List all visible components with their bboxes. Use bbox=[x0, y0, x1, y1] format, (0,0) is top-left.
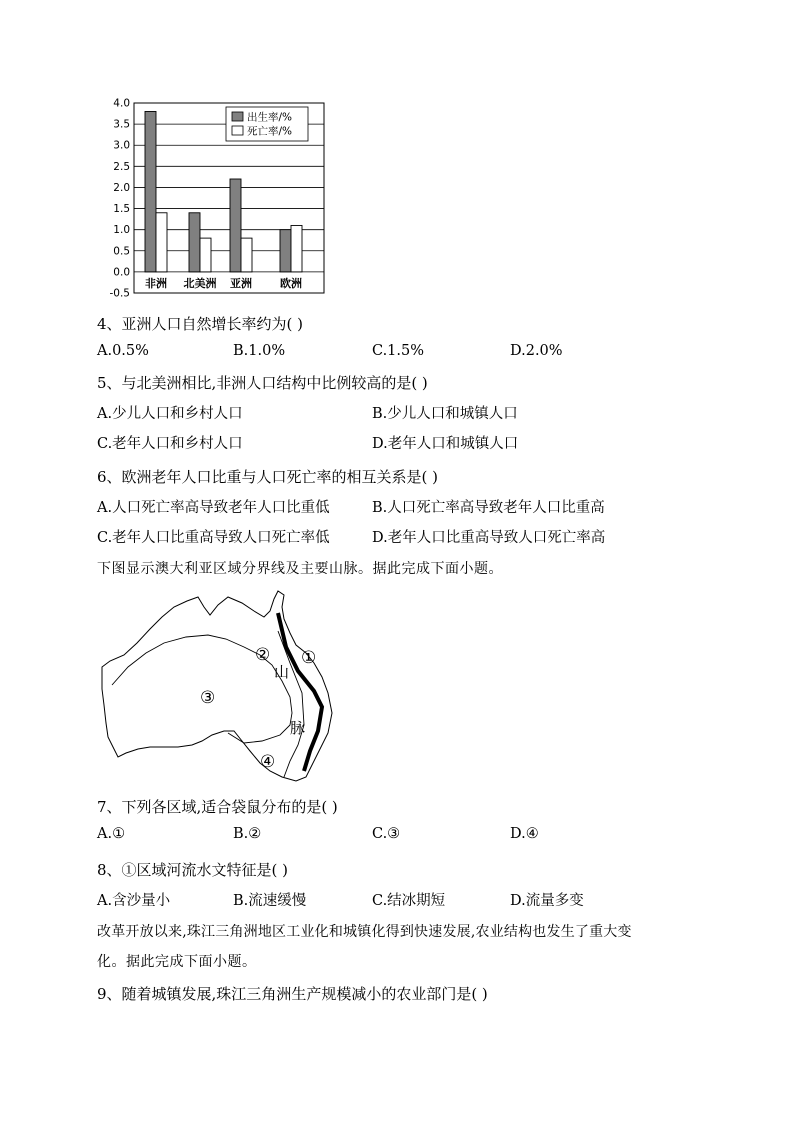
question-7-stem: 7、下列各区域,适合袋鼠分布的是( ) bbox=[97, 798, 338, 816]
chart-y-tick-label: 3.5 bbox=[113, 118, 130, 131]
question-6-option-b[interactable]: B.人口死亡率高导致老年人口比重高 bbox=[372, 500, 605, 516]
map-label-region-3: ③ bbox=[200, 688, 216, 708]
chart-bar-birth-1 bbox=[189, 213, 200, 272]
chart-y-tick-label: 0.0 bbox=[113, 266, 130, 279]
chart-legend-label: 死亡率/% bbox=[247, 125, 293, 138]
question-4-option-a[interactable]: A.0.5% bbox=[97, 343, 149, 359]
chart-bar-birth-2 bbox=[230, 179, 241, 272]
chart-x-tick-label: 非洲 bbox=[145, 276, 167, 290]
chart-bar-death-0 bbox=[156, 213, 167, 272]
chart-y-tick-label: 2.0 bbox=[113, 181, 130, 194]
question-8-stem: 8、①区域河流水文特征是( ) bbox=[97, 861, 289, 879]
map-label-shan: 山 bbox=[274, 663, 290, 681]
chart-x-tick-label: 欧洲 bbox=[280, 276, 302, 290]
chart-bar-death-3 bbox=[291, 225, 302, 271]
question-8-option-d[interactable]: D.流量多变 bbox=[510, 893, 584, 909]
question-4-stem: 4、亚洲人口自然增长率约为( ) bbox=[97, 315, 304, 333]
australia-outline bbox=[102, 591, 332, 781]
question-4-option-b[interactable]: B.1.0% bbox=[233, 343, 286, 359]
intro-2-line-1: 改革开放以来,珠江三角洲地区工业化和城镇化得到快速发展,农业结构也发生了重大变 bbox=[97, 924, 632, 940]
question-4-option-c[interactable]: C.1.5% bbox=[372, 343, 425, 359]
question-8-option-a[interactable]: A.含沙量小 bbox=[97, 893, 171, 909]
chart-y-tick-label: -0.5 bbox=[109, 287, 130, 300]
question-7-option-d[interactable]: D.④ bbox=[510, 826, 539, 842]
map-label-region-1: ① bbox=[301, 648, 317, 668]
question-9-stem: 9、随着城镇发展,珠江三角洲生产规模减小的农业部门是( ) bbox=[97, 985, 488, 1003]
chart-legend bbox=[226, 107, 308, 141]
map-label-region-4: ④ bbox=[260, 752, 276, 772]
chart-legend-swatch bbox=[232, 112, 243, 121]
question-4-option-d[interactable]: D.2.0% bbox=[510, 343, 563, 359]
chart-x-tick-label: 北美洲 bbox=[183, 276, 217, 290]
chart-y-tick-label: 3.0 bbox=[113, 139, 130, 152]
chart-bar-death-2 bbox=[241, 238, 252, 272]
intro-2-line-2: 化。据此完成下面小题。 bbox=[97, 954, 257, 970]
question-5-option-d[interactable]: D.老年人口和城镇人口 bbox=[372, 436, 519, 452]
birth-death-rate-chart bbox=[92, 95, 332, 305]
question-7-option-c[interactable]: C.③ bbox=[372, 826, 401, 842]
question-6-option-a[interactable]: A.人口死亡率高导致老年人口比重低 bbox=[97, 500, 330, 516]
question-6-option-d[interactable]: D.老年人口比重高导致人口死亡率高 bbox=[372, 530, 606, 546]
question-8-option-c[interactable]: C.结冰期短 bbox=[372, 893, 446, 909]
chart-y-tick-label: 1.0 bbox=[113, 224, 130, 237]
chart-x-tick-label: 亚洲 bbox=[230, 276, 252, 290]
question-5-option-a[interactable]: A.少儿人口和乡村人口 bbox=[97, 406, 243, 422]
chart-bar-birth-3 bbox=[280, 230, 291, 272]
chart-legend-label: 出生率/% bbox=[247, 111, 293, 124]
question-7-option-b[interactable]: B.② bbox=[233, 826, 262, 842]
question-5-option-b[interactable]: B.少儿人口和城镇人口 bbox=[372, 406, 518, 422]
question-6-option-c[interactable]: C.老年人口比重高导致人口死亡率低 bbox=[97, 530, 330, 546]
chart-bar-death-1 bbox=[200, 238, 211, 272]
australia-map bbox=[92, 585, 352, 785]
chart-legend-swatch bbox=[232, 126, 243, 135]
chart-y-tick-label: 0.5 bbox=[113, 245, 130, 258]
question-5-option-c[interactable]: C.老年人口和乡村人口 bbox=[97, 436, 243, 452]
question-6-stem: 6、欧洲老年人口比重与人口死亡率的相互关系是( ) bbox=[97, 468, 439, 486]
map-label-region-2: ② bbox=[255, 645, 271, 665]
map-intro-text: 下图显示澳大利亚区域分界线及主要山脉。据此完成下面小题。 bbox=[97, 561, 503, 577]
map-label-mai: 脉 bbox=[290, 719, 306, 737]
question-8-option-b[interactable]: B.流速缓慢 bbox=[233, 893, 307, 909]
chart-y-tick-label: 2.5 bbox=[113, 160, 130, 173]
chart-y-tick-label: 1.5 bbox=[113, 203, 130, 216]
chart-y-tick-labels bbox=[110, 98, 131, 300]
question-7-option-a[interactable]: A.① bbox=[97, 826, 126, 842]
question-5-stem: 5、与北美洲相比,非洲人口结构中比例较高的是( ) bbox=[97, 374, 428, 392]
chart-bar-birth-0 bbox=[145, 111, 156, 271]
chart-y-tick-label: 4.0 bbox=[113, 97, 130, 110]
